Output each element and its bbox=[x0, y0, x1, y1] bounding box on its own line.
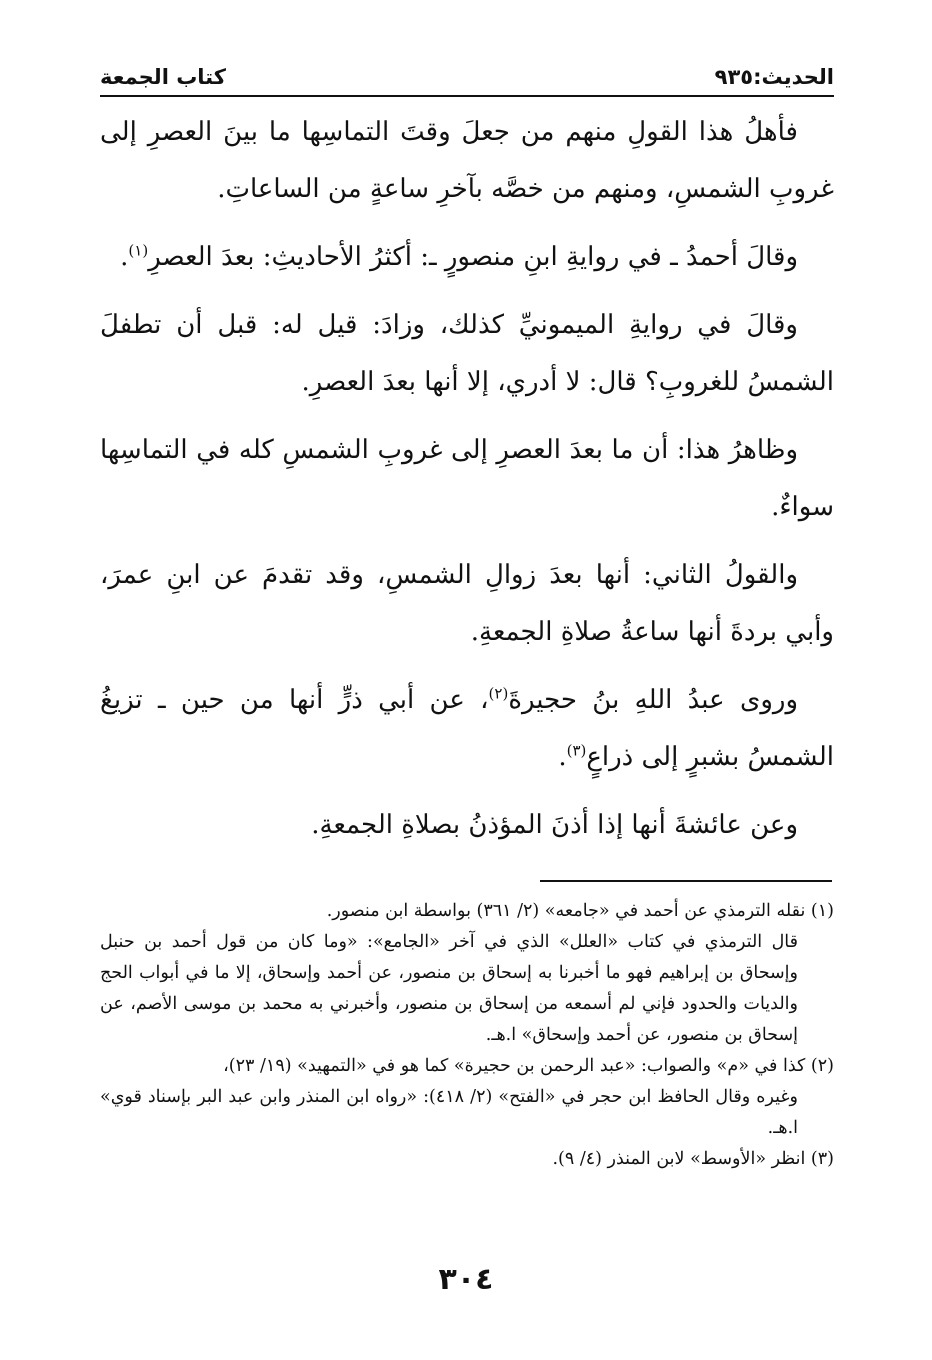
page-number: ٣٠٤ bbox=[438, 1262, 494, 1297]
footnotes bbox=[100, 896, 834, 1175]
paragraph bbox=[100, 547, 834, 661]
footnote-text: (٣) انظر «الأوسط» لابن المنذر (٤/ ٩). bbox=[552, 1149, 834, 1169]
paragraph-text: ، عن أبي ذرٍّ أنها من حين ـ تزيغُ الشمسُ بشبرٍ إلى ذراعٍ bbox=[100, 685, 834, 772]
paragraph bbox=[100, 229, 834, 286]
running-header bbox=[100, 52, 834, 92]
paragraph bbox=[100, 672, 834, 786]
paragraph-text: وعن عائشةَ أنها إذا أذنَ المؤذنُ بصلاةِ الجمعةِ. bbox=[311, 810, 798, 840]
paragraph bbox=[100, 422, 834, 536]
footnote-continuation: وغيره وقال الحافظ ابن حجر في «الفتح» (٢/ ٤١٨): «رواه ابن المنذر وابن عبد البر بإسناد قوي» ا.هـ. bbox=[100, 1087, 799, 1138]
paragraph bbox=[100, 297, 834, 411]
footnote-ref: (١) bbox=[128, 241, 149, 260]
paragraph-tail: . bbox=[558, 742, 567, 772]
paragraph bbox=[100, 797, 834, 854]
footnote-1 bbox=[100, 896, 834, 1051]
paragraph-text: وظاهرُ هذا: أن ما بعدَ العصرِ إلى غروبِ الشمسِ كله في التماسِها سواءٌ. bbox=[100, 435, 834, 522]
footnote-separator bbox=[540, 880, 832, 882]
footnote-text: (٢) كذا في «م» والصواب: «عبد الرحمن بن حجيرة» كما هو في «التمهيد» (١٩/ ٢٣)، bbox=[223, 1056, 834, 1076]
paragraph-text: وقالَ في روايةِ الميمونيِّ كذلك، وزادَ: قيل له: قبل أن تطفلَ الشمسُ للغروبِ؟ قال: لا أدري، إلا أنها بعدَ العصرِ. bbox=[100, 310, 834, 397]
main-text bbox=[100, 104, 834, 865]
footnote-ref: (٣) bbox=[566, 741, 587, 760]
paragraph-text: وروى عبدُ اللهِ بنُ حجيرةَ bbox=[508, 685, 798, 715]
footnote-3 bbox=[100, 1144, 834, 1175]
header-rule bbox=[100, 95, 834, 97]
hadith-number: الحديث:٩٣٥ bbox=[714, 65, 834, 89]
paragraph bbox=[100, 104, 834, 218]
footnote-continuation: قال الترمذي في كتاب «العلل» الذي في آخر «الجامع»: «وما كان من قول أحمد بن حنبل وإسحاق بن إبراهيم فهو ما أخبرنا به إسحاق بن منصور، عن أحمد وإسحاق، إلا ما في أبواب الحج والديات والحدود فإني لم أسمعه من إسحاق بن منصور، وأخبرني به محمد بن موسى الأصم، عن إسحاق بن منصور، عن أحمد وإسحاق» ا.هـ. bbox=[100, 932, 798, 1045]
paragraph-text: فأهلُ هذا القولِ منهم من جعلَ وقتَ التماسِها ما بينَ العصرِ إلى غروبِ الشمسِ، ومنهم من خصَّه بآخرِ ساعةٍ من الساعاتِ. bbox=[100, 117, 834, 204]
book-title: كتاب الجمعة bbox=[100, 65, 226, 89]
footnote-2 bbox=[100, 1051, 834, 1144]
paragraph-text: والقولُ الثاني: أنها بعدَ زوالِ الشمسِ، وقد تقدمَ عن ابنِ عمرَ، وأبي بردةَ أنها ساعةُ صلاةِ الجمعةِ. bbox=[100, 560, 834, 647]
footnote-text: (١) نقله الترمذي عن أحمد في «جامعه» (٢/ ٣٦١) بواسطة ابن منصور. bbox=[326, 901, 834, 921]
paragraph-tail: . bbox=[120, 242, 129, 272]
footnote-ref: (٢) bbox=[488, 684, 509, 703]
paragraph-text: وقالَ أحمدُ ـ في روايةِ ابنِ منصورٍ ـ: أكثرُ الأحاديثِ: بعدَ العصرِ bbox=[148, 242, 798, 272]
